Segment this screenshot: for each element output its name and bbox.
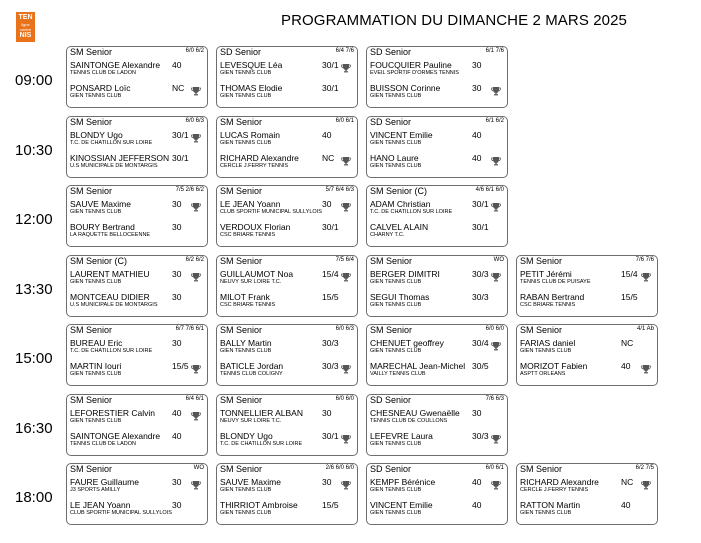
- match-category: SM Senior: [370, 255, 413, 266]
- player-ranking: 30: [172, 199, 182, 209]
- time-slot-label: 09:00: [15, 72, 53, 89]
- player-ranking: 15/4: [621, 268, 638, 279]
- trophy-icon: [191, 477, 201, 487]
- player-name: LE JEAN Yoann: [220, 199, 281, 209]
- player-name: VINCENT Emilie: [370, 500, 433, 510]
- player-ranking: 15/5: [621, 291, 638, 302]
- match-card: [366, 324, 508, 386]
- match-score: 7/6 6/3: [485, 395, 504, 402]
- time-slot-label: 15:00: [15, 350, 53, 367]
- player-club: GIEN TENNIS CLUB: [370, 301, 422, 308]
- player-club: GIEN TENNIS CLUB: [70, 93, 122, 99]
- player-name: PONSARD Loïc: [70, 83, 131, 93]
- match-category: SM Senior: [220, 116, 263, 127]
- match-category: SM Senior: [220, 255, 263, 266]
- player-ranking: 30: [322, 199, 332, 209]
- player-name: RATTON Martin: [520, 500, 581, 510]
- player-name: LEFORESTIER Calvin: [70, 407, 156, 418]
- match-card: [216, 255, 358, 317]
- match-card: [216, 394, 358, 456]
- player-club: ASPTT ORLEANS: [520, 371, 566, 377]
- player-ranking: 40: [472, 500, 482, 510]
- player-name: CHENUET geoffrey: [370, 338, 444, 348]
- match-category: SM Senior: [70, 116, 113, 127]
- player-club: GIEN TENNIS CLUB: [70, 371, 122, 377]
- trophy-icon: [491, 199, 501, 209]
- trophy-icon: [191, 269, 201, 279]
- player-ranking: 30: [172, 222, 182, 232]
- trophy-icon: [341, 60, 351, 70]
- player-ranking: 40: [172, 60, 182, 70]
- player-ranking: 30/3: [472, 430, 489, 441]
- match-category: SD Senior: [370, 464, 412, 474]
- time-slot-label: 16:30: [15, 419, 53, 437]
- player-name: BATICLE Jordan: [220, 361, 284, 371]
- player-ranking: 40: [621, 361, 631, 371]
- match-card: [516, 463, 658, 525]
- match-card: [66, 324, 208, 386]
- player-club: CLUB SPORTIF MUNICIPAL SULLYLOIS: [220, 209, 322, 215]
- match-card: [516, 255, 658, 317]
- player-club: GIEN TENNIS CLUB: [370, 440, 422, 447]
- trophy-icon: [191, 199, 201, 209]
- match-score: 6/0 6/3: [335, 326, 354, 332]
- player-club: T.C. DE CHATILLON SUR LOIRE: [70, 348, 153, 354]
- player-club: GIEN TENNIS CLUB: [520, 348, 572, 354]
- player-name: FOUCQUIER Pauline: [370, 60, 452, 70]
- player-ranking: 15/5: [322, 291, 339, 302]
- player-ranking: NC: [322, 152, 335, 163]
- match-category: SM Senior (C): [70, 255, 128, 266]
- player-ranking: 30/1: [472, 222, 489, 232]
- player-name: SEGUI Thomas: [370, 291, 430, 302]
- player-club: NEUVY SUR LOIRE T.C.: [220, 417, 282, 424]
- player-ranking: 30/1: [322, 430, 339, 441]
- player-name: LEVESQUE Léa: [220, 60, 283, 70]
- player-name: VINCENT Emilie: [370, 129, 433, 140]
- player-ranking: 30/1: [322, 60, 339, 70]
- player-ranking: 30/5: [472, 361, 489, 371]
- player-club: CLUB SPORTIF MUNICIPAL SULLYLOIS: [70, 510, 172, 516]
- match-category: SM Senior (C): [370, 186, 428, 196]
- match-category: SD Senior: [220, 47, 262, 57]
- player-ranking: 40: [172, 430, 182, 441]
- match-category: SM Senior: [220, 186, 263, 196]
- player-club: GIEN TENNIS CLUB: [70, 278, 122, 285]
- player-name: CALVEL ALAIN: [370, 222, 429, 232]
- player-ranking: 40: [621, 500, 631, 510]
- player-ranking: 30/3: [472, 268, 489, 279]
- player-club: GIEN TENNIS CLUB: [370, 278, 422, 285]
- player-name: KINOSSIAN JEFFERSON: [70, 152, 170, 163]
- player-name: SAINTONGE Alexandre: [70, 60, 161, 70]
- match-score: 6/7 7/6 6/1: [175, 326, 204, 332]
- player-ranking: 30: [322, 407, 332, 418]
- trophy-icon: [491, 83, 501, 93]
- player-name: MILOT Frank: [220, 291, 270, 302]
- player-name: BLONDY Ugo: [70, 129, 123, 140]
- player-ranking: 15/4: [322, 268, 339, 279]
- player-club: GIEN TENNIS CLUB: [220, 70, 272, 76]
- player-name: RICHARD Alexandre: [220, 152, 299, 163]
- player-ranking: 40: [472, 152, 482, 163]
- player-club: T.C. DE CHATILLON SUR LOIRE: [220, 440, 303, 447]
- time-slot-label: 10:30: [15, 141, 53, 159]
- player-ranking: 40: [472, 129, 482, 140]
- match-card: [66, 46, 208, 108]
- match-category: SM Senior: [70, 394, 113, 405]
- player-name: ADAM Christian: [370, 199, 431, 209]
- trophy-icon: [641, 269, 651, 279]
- trophy-icon: [491, 269, 501, 279]
- player-ranking: 30: [172, 338, 182, 348]
- player-club: VAILLY TENNIS CLUB: [370, 371, 426, 377]
- player-club: T.C. DE CHATILLON SUR LOIRE: [370, 209, 453, 215]
- player-club: U.S MUNICIPALE DE MONTARGIS: [70, 162, 158, 169]
- trophy-icon: [191, 361, 201, 371]
- trophy-icon: [491, 431, 501, 441]
- player-name: RABAN Bertrand: [520, 291, 585, 302]
- player-ranking: 40: [472, 477, 482, 487]
- match-card: [216, 463, 358, 525]
- player-ranking: 40: [322, 129, 332, 140]
- player-ranking: NC: [621, 477, 634, 487]
- match-category: SM Senior: [220, 464, 263, 474]
- player-ranking: 30/3: [322, 361, 339, 371]
- player-club: CSC BRIARE TENNIS: [220, 232, 276, 238]
- match-score: 6/2 6/2: [185, 256, 204, 263]
- player-ranking: 30/1: [322, 83, 339, 93]
- player-name: MORIZOT Fabien: [520, 361, 588, 371]
- player-club: TENNIS CLUB DE LADON: [70, 70, 137, 76]
- player-name: MONTCEAU DIDIER: [70, 291, 150, 302]
- player-name: MARTIN Iouri: [70, 361, 122, 371]
- trophy-icon: [341, 269, 351, 279]
- match-score: 7/6 7/6: [635, 256, 654, 263]
- match-score: 6/1 6/2: [485, 117, 504, 124]
- player-name: HANO Laure: [370, 152, 419, 163]
- player-club: GIEN TENNIS CLUB: [370, 93, 422, 99]
- match-score: 6/0 6/0: [335, 395, 354, 402]
- match-category: SM Senior: [220, 394, 263, 405]
- player-name: BLONDY Ugo: [220, 430, 273, 441]
- match-category: SM Senior: [370, 325, 413, 335]
- match-category: SM Senior: [70, 325, 113, 335]
- player-ranking: 30: [172, 291, 182, 302]
- trophy-icon: [341, 199, 351, 209]
- player-name: THOMAS Elodie: [220, 83, 283, 93]
- player-ranking: 30/1: [172, 152, 189, 163]
- player-name: PETIT Jérémi: [520, 268, 572, 279]
- player-ranking: 30: [172, 500, 182, 510]
- trophy-icon: [191, 83, 201, 93]
- trophy-icon: [341, 431, 351, 441]
- player-name: RICHARD Alexandre: [520, 477, 599, 487]
- player-club: CSC BRIARE TENNIS: [220, 301, 276, 308]
- player-ranking: NC: [621, 338, 634, 348]
- match-card: [366, 394, 508, 456]
- match-score: 6/0 6/0: [485, 326, 504, 332]
- match-card: [366, 46, 508, 108]
- trophy-icon: [341, 361, 351, 371]
- match-category: SM Senior: [520, 255, 563, 266]
- player-ranking: 30: [472, 83, 482, 93]
- player-ranking: 30: [172, 268, 182, 279]
- match-score: 4/1 Ab: [636, 326, 654, 332]
- match-card: [366, 463, 508, 525]
- player-name: SAUVE Maxime: [220, 477, 281, 487]
- match-score: 6/0 6/1: [335, 117, 354, 124]
- player-name: KEMPF Bérénice: [370, 477, 436, 487]
- player-club: GIEN TENNIS CLUB: [70, 417, 122, 424]
- player-name: BUREAU Eric: [70, 338, 123, 348]
- player-name: BALLY Martin: [220, 338, 272, 348]
- player-club: GIEN TENNIS CLUB: [370, 510, 422, 516]
- player-club: GIEN TENNIS CLUB: [220, 487, 272, 493]
- player-ranking: NC: [172, 83, 185, 93]
- player-name: SAUVE Maxime: [70, 199, 131, 209]
- player-club: GIEN TENNIS CLUB: [370, 162, 422, 169]
- time-slot-label: 18:00: [15, 489, 53, 506]
- player-name: LEFEVRE Laura: [370, 430, 433, 441]
- match-card: [66, 255, 208, 317]
- player-club: J3 SPORTS AMILLY: [70, 487, 121, 493]
- player-ranking: 30: [472, 60, 482, 70]
- player-club: TENNIS CLUB DE PUISAYE: [520, 278, 591, 285]
- match-category: SM Senior: [520, 464, 563, 474]
- player-ranking: 30/1: [472, 199, 489, 209]
- player-name: VERDOUX Florian: [220, 222, 291, 232]
- player-name: LUCAS Romain: [220, 129, 280, 140]
- match-score: 6/0 6/1: [485, 465, 504, 471]
- player-club: GIEN TENNIS CLUB: [220, 348, 272, 354]
- trophy-icon: [491, 153, 501, 163]
- player-ranking: 15/5: [172, 361, 189, 371]
- match-score: 7/5 6/4: [335, 256, 354, 263]
- match-score: WO: [493, 256, 504, 263]
- player-club: TENNIS CLUB DE COULLONS: [370, 417, 448, 424]
- player-club: U.S MUNICIPALE DE MONTARGIS: [70, 301, 158, 308]
- trophy-icon: [491, 338, 501, 348]
- match-category: SD Senior: [370, 394, 412, 405]
- player-club: CHARNY T.C.: [370, 232, 405, 238]
- player-club: T.C. DE CHATILLON SUR LOIRE: [70, 139, 153, 146]
- player-name: BUISSON Corinne: [370, 83, 441, 93]
- trophy-icon: [641, 361, 651, 371]
- match-score: 6/2 7/5: [635, 465, 654, 471]
- match-category: SM Senior: [520, 325, 563, 335]
- page-title: PROGRAMMATION DU DIMANCHE 2 MARS 2025: [281, 12, 627, 29]
- match-score: 6/4 7/6: [335, 48, 354, 54]
- match-score: 6/4 6/1: [185, 395, 204, 402]
- player-name: MARECHAL Jean-Michel: [370, 361, 466, 371]
- player-club: CSC BRIARE TENNIS: [520, 301, 576, 308]
- player-club: GIEN TENNIS CLUB: [220, 510, 272, 516]
- player-club: EVEIL SPORTIF D'ORMES TENNIS: [370, 70, 459, 76]
- match-score: 5/7 6/4 6/3: [325, 187, 354, 193]
- player-ranking: 30/3: [322, 338, 339, 348]
- player-club: TENNIS CLUB DE LADON: [70, 440, 137, 447]
- trophy-icon: [491, 477, 501, 487]
- player-ranking: 30/1: [172, 129, 189, 140]
- match-card: [516, 324, 658, 386]
- player-ranking: 15/5: [322, 500, 339, 510]
- player-name: SAINTONGE Alexandre: [70, 430, 161, 441]
- match-category: SM Senior: [70, 47, 113, 57]
- player-ranking: 30/4: [472, 338, 489, 348]
- tennis-logo: TEN ligue centre NIS: [16, 12, 35, 42]
- player-name: LE JEAN Yoann: [70, 500, 131, 510]
- time-slot-label: 12:00: [15, 211, 53, 228]
- match-card: [216, 185, 358, 247]
- player-ranking: 30/3: [472, 291, 489, 302]
- player-name: CHESNEAU Gwenaëlle: [370, 407, 460, 418]
- trophy-icon: [641, 477, 651, 487]
- trophy-icon: [341, 153, 351, 163]
- time-slot-label: 13:30: [15, 280, 53, 298]
- player-club: TENNIS CLUB COLIGNY: [220, 371, 283, 377]
- match-card: [216, 116, 358, 178]
- player-club: LA RAQUETTE BELLOCEENNE: [70, 232, 151, 238]
- player-club: GIEN TENNIS CLUB: [220, 93, 272, 99]
- player-ranking: 30: [472, 407, 482, 418]
- player-name: BERGER DIMITRI: [370, 268, 440, 279]
- trophy-icon: [341, 477, 351, 487]
- match-score: 2/6 6/0 6/0: [325, 465, 354, 471]
- player-club: GIEN TENNIS CLUB: [370, 487, 422, 493]
- player-name: GUILLAUMOT Noa: [220, 268, 294, 279]
- match-score: 6/1 7/6: [485, 48, 504, 54]
- match-category: SM Senior: [70, 186, 113, 196]
- match-category: SM Senior: [220, 325, 263, 335]
- trophy-icon: [191, 408, 201, 418]
- player-ranking: 40: [172, 407, 182, 418]
- match-category: SM Senior: [70, 464, 113, 474]
- player-club: GIEN TENNIS CLUB: [70, 209, 122, 215]
- match-category: SD Senior: [370, 47, 412, 57]
- match-card: [216, 324, 358, 386]
- match-score: WO: [193, 465, 204, 471]
- match-card: [366, 255, 508, 317]
- player-ranking: 30: [172, 477, 182, 487]
- player-name: TONNELLIER ALBAN: [220, 407, 303, 418]
- player-club: NEUVY SUR LOIRE T.C.: [220, 278, 282, 285]
- player-club: GIEN TENNIS CLUB: [520, 510, 572, 516]
- match-category: SD Senior: [370, 116, 412, 127]
- match-score: 4/6 6/1 6/0: [475, 187, 504, 193]
- match-card: [66, 463, 208, 525]
- player-name: BOURY Bertrand: [70, 222, 135, 232]
- trophy-icon: [191, 130, 201, 140]
- player-club: GIEN TENNIS CLUB: [370, 139, 422, 146]
- match-card: [66, 185, 208, 247]
- match-card: [66, 394, 208, 456]
- player-club: CERCLE J.FERRY TENNIS: [520, 487, 589, 493]
- match-card: [216, 46, 358, 108]
- match-card: [366, 185, 508, 247]
- player-club: GIEN TENNIS CLUB: [370, 348, 422, 354]
- match-score: 6/0 6/2: [185, 48, 204, 54]
- match-score: 6/0 6/3: [185, 117, 204, 124]
- player-club: CERCLE J.FERRY TENNIS: [220, 162, 289, 169]
- match-score: 7/5 2/6 6/2: [175, 187, 204, 193]
- match-card: [366, 116, 508, 178]
- player-name: FARIAS daniel: [520, 338, 576, 348]
- player-name: THIRRIOT Ambroise: [220, 500, 298, 510]
- match-card: [66, 116, 208, 178]
- player-name: LAURENT MATHIEU: [70, 268, 150, 279]
- player-ranking: 30: [322, 477, 332, 487]
- player-name: FAURE Guillaume: [70, 477, 139, 487]
- player-ranking: 30/1: [322, 222, 339, 232]
- player-club: GIEN TENNIS CLUB: [220, 139, 272, 146]
